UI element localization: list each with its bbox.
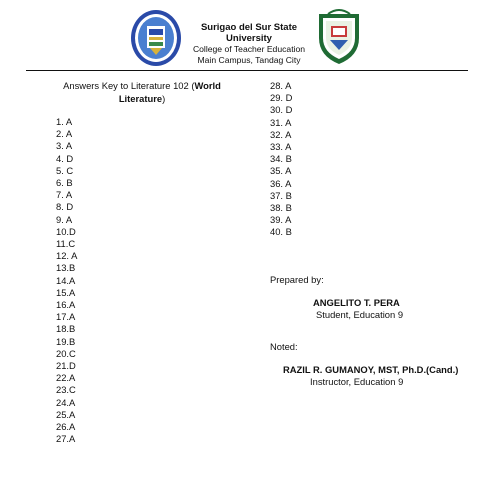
answer-item: 22.A [56, 372, 76, 384]
answer-item: 15.A [56, 286, 76, 298]
university-name: Surigao del Sur State University [200, 22, 298, 44]
answer-item: 24.A [56, 396, 76, 408]
answer-item: 7. A [56, 189, 73, 201]
campus-name: Main Campus, Tandag City [197, 55, 301, 65]
answer-item: 37. B [270, 189, 292, 201]
answer-item: 23.C [56, 384, 76, 396]
institution-heading [182, 22, 316, 66]
answer-item: 18.B [56, 323, 76, 335]
answer-item: 35. A [270, 165, 292, 177]
answer-item: 40. B [270, 226, 292, 238]
college-name: College of Teacher Education [192, 44, 306, 54]
answer-item: 10.D [56, 225, 76, 237]
answer-item: 17.A [56, 311, 76, 323]
answer-item: 5. C [56, 164, 74, 176]
university-seal-logo [130, 8, 182, 68]
answer-item: 21.D [56, 360, 76, 372]
letterhead [0, 6, 495, 72]
preparer-role: Student, Education 9 [316, 309, 404, 320]
noted-by-role: Instructor, Education 9 [310, 376, 404, 387]
answer-item: 8. D [56, 201, 74, 213]
answer-item: 30. D [270, 104, 293, 116]
answer-item: 12. A [56, 250, 78, 262]
answer-item: 13.B [56, 262, 76, 274]
answer-item: 11.C [56, 238, 76, 250]
answer-item: 20.C [56, 347, 76, 359]
answer-item: 4. D [56, 152, 74, 164]
answer-item: 39. A [270, 214, 292, 226]
answer-item: 6. B [56, 177, 73, 189]
answer-list-left [56, 116, 77, 445]
answer-item: 3. A [56, 140, 73, 152]
prepared-by-label: Prepared by: [270, 274, 324, 285]
answer-item: 16.A [56, 299, 76, 311]
answer-item: 1. A [56, 116, 73, 127]
answer-item: 28. A [270, 80, 292, 91]
answer-item: 34. B [270, 153, 292, 165]
document-title [58, 80, 226, 105]
answer-item: 14.A [56, 274, 76, 286]
preparer-name: ANGELITO T. PERA [313, 297, 400, 308]
answer-item: 31. A [270, 116, 292, 128]
answer-item: 38. B [270, 202, 292, 214]
noted-by-name: RAZIL R. GUMANOY, MST, Ph.D.(Cand.) [283, 364, 459, 375]
answer-item: 27.A [56, 433, 76, 445]
answer-list-right [270, 80, 292, 239]
answer-item: 9. A [56, 213, 73, 225]
answer-item: 29. D [270, 92, 293, 104]
title-suffix: ) [162, 92, 166, 104]
answer-item: 19.B [56, 335, 76, 347]
answer-item: 2. A [56, 128, 73, 140]
title-bold-world: World [194, 80, 221, 91]
answer-item: 32. A [270, 128, 292, 140]
answer-item: 33. A [270, 141, 292, 153]
title-bold-literature: Literature [118, 92, 163, 104]
answer-item: 36. A [270, 177, 292, 189]
title-prefix: Answers Key to Literature 102 ( [63, 80, 195, 91]
answer-item: 26.A [56, 421, 76, 433]
answer-item: 25.A [56, 408, 76, 420]
header-divider [26, 70, 468, 71]
college-shield-logo [316, 8, 362, 66]
noted-label: Noted: [270, 341, 298, 352]
